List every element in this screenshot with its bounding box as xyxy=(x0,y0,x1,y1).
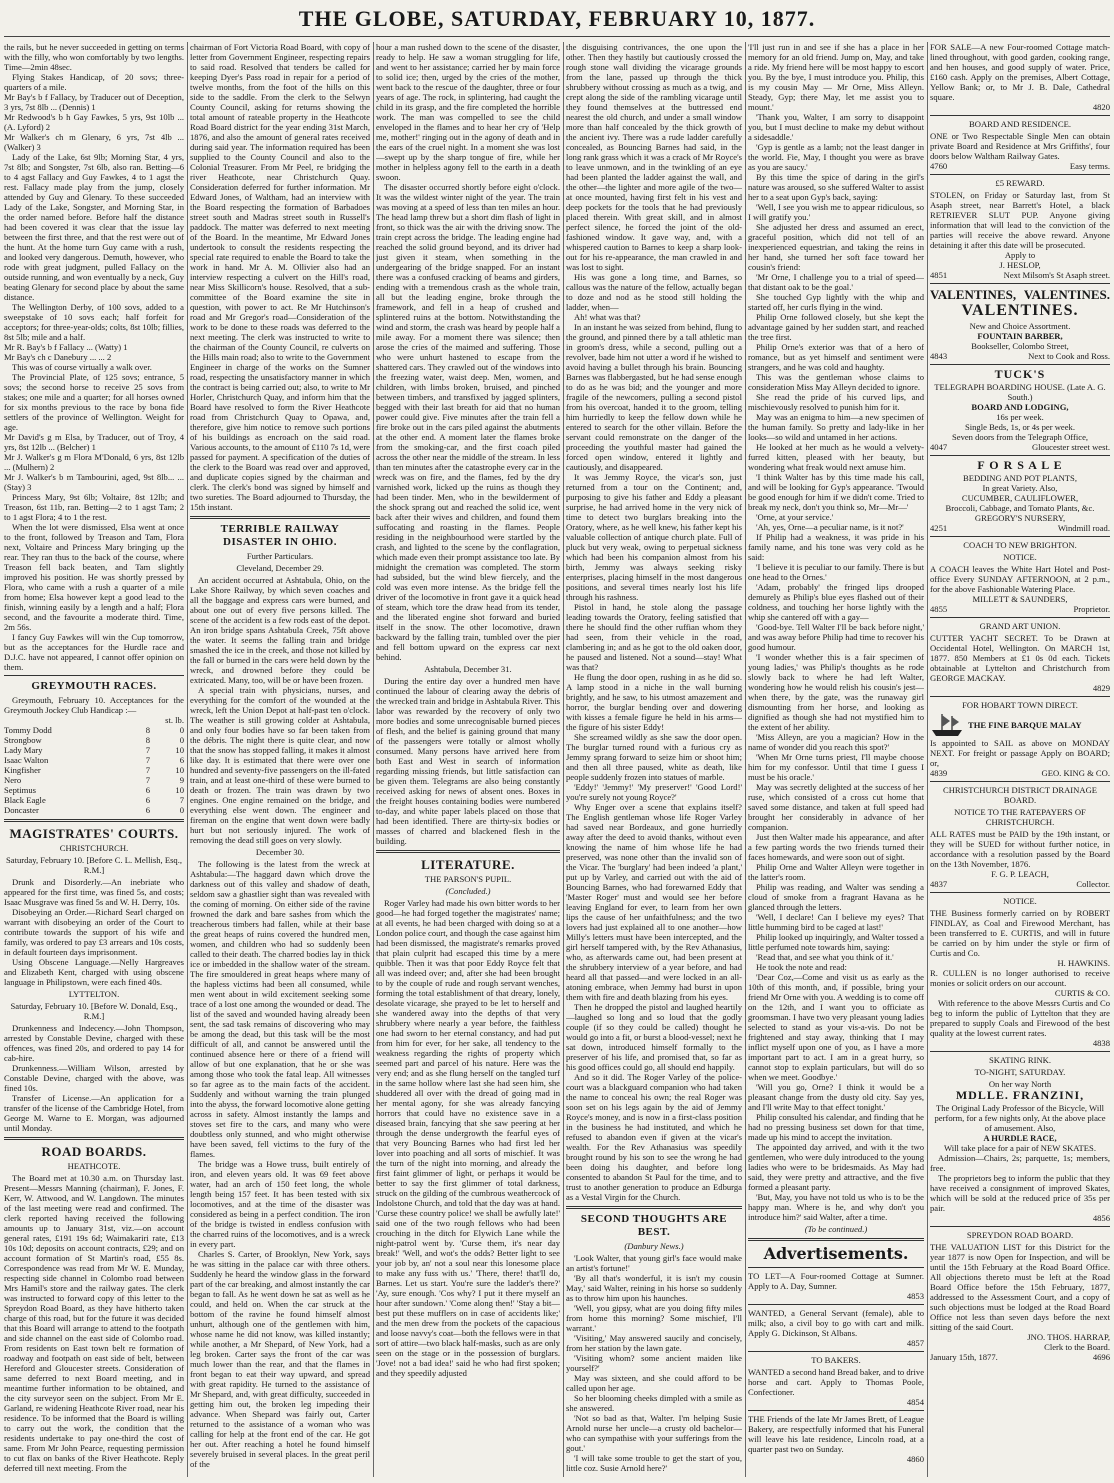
story-title: SECOND THOUGHTS ARE BEST. xyxy=(580,1213,728,1238)
classified-ad: Is appointed to SAIL as above on MONDAY NEXT. For freight or passage Apply on BOARD; or, xyxy=(930,737,1110,768)
court-item: Drunkenness.—William Wilson, arrested by Constable Devine, charged with the above, was fined 10s. xyxy=(4,1062,184,1093)
divider xyxy=(566,1206,742,1209)
column-divider xyxy=(373,42,374,1477)
ad-number: 4837 xyxy=(930,878,948,889)
story-text: May was sixteen, and she could afford to be called upon her age. xyxy=(566,1372,742,1393)
dateline: December 30. xyxy=(255,846,305,857)
divider xyxy=(748,1267,924,1268)
advertisements-heading: Advertisements. xyxy=(763,1244,909,1263)
column-4 xyxy=(566,42,742,1477)
ad-note: Clerk to the Board. xyxy=(1044,1341,1110,1352)
story-text: 'Adam, probably' the fringed lips drooped demurely as Philip's blue eyes flashed out of their coldness, and touching her horse lightly with the whip she cantered off with a gay— xyxy=(748,582,924,622)
story-text: If Philip had a weakness, it was pride in his family name, and his tone was very cold as he said: xyxy=(748,532,924,562)
table-row: Isaac Walton 7 6 xyxy=(4,754,184,765)
classified-ad: R. CULLEN is no longer authorised to receive monies or solicit orders on our account. xyxy=(930,967,1110,988)
article-paragraph: The bridge was a Howe truss, built entirely of iron, and eleven years old. It was 69 feet above water, had an arch of 150 feet long, the whole length being 157 feet. It has been tested with six locomotives, and at the time of the disaster was considered as being in a perfect condition. The iron of the bridge is twisted in endless confusion with the charred ruins of the locomotives, and is a wreck in every part. xyxy=(190,1158,370,1249)
ad-address: Windmill road. xyxy=(1057,522,1110,533)
article-paragraph: The following is the latest from the wreck at Ashtabula:—The haggard dawn which drove the darkness out of this valley and shadow of death, seldom saw a ghastlier sight than was revealed with the coming of morning. On either side of the ravine frowned the dark and bare sashes from which the treacherous timbers had fallen, while at their base the great heaps of ruins covered the hundred men, women, and children who had so suddenly been called to their death. The charred bodies lay in thick ice or imbedded in the shallow water of the stream. The fire smouldered in great heaps where many of the hapless victims had been all consumed, while men went about in wild excitement seeking some trace of a lost one among the wounded or dead. The list of the saved and wounded having already been sent, the sad task remains of discovering who may be among the dead, but this task will be the most difficult of all, and cannot be answered until the continued absence here or there of a friend will allow of but one explanation, that he or she was among those who took the fatal leap. All witnesses so far agree as to the main facts of the accident. Suddenly and without warning the train plunged into the abyss, the forward locomotive alone getting across in safety. Almost instantly the lamps and stoves set fire to the cars, and many who were doubtless only stunned, and who might otherwise have been saved, fell victims to the fury of the flames. xyxy=(190,858,370,1159)
ad-number: 4851 xyxy=(930,270,948,280)
column-1 xyxy=(4,42,184,1477)
dateline: Cleveland, December 29. xyxy=(236,562,324,573)
ad-signature: MILLETT & SAUNDERS, xyxy=(972,593,1068,604)
ship-icon xyxy=(930,712,964,738)
ad-line: CUCUMBER, CAULIFLOWER, xyxy=(961,492,1079,503)
ad-signature: GEO. KING & CO. xyxy=(1041,767,1110,778)
ad-footer xyxy=(930,879,1110,889)
ship-name: THE FINE BARQUE MALAY xyxy=(968,719,1082,730)
classified-ad: A COACH leaves the White Hart Hotel and Post-office Every SUNDAY AFTERNOON, at 2 p.m., for the above Fashionable Watering Place. xyxy=(930,563,1110,594)
divider xyxy=(930,283,1110,284)
ad-number: 4696 xyxy=(1092,1351,1110,1362)
ad-heading: NOTICE TO THE RATEPAYERS OF CHRISTCHURCH. xyxy=(954,806,1086,827)
classified-ad: ALL RATES must be PAID by the 19th instant, or they will be SUED for without further notice, in accordance with a resolution passed by the Board on the 13th November, 1876. xyxy=(930,828,1110,869)
divider xyxy=(190,516,370,519)
classified-ad: FOR SALE—A new Four-roomed Cottage match-lined throughout, with good garden, cooking range, and hen houses, and good supply of water. Price, £160 cash. Apply on the premises, Albert Cottage, Yellow Bank; or, to Mr J. B. Dale, Cathedral square. xyxy=(930,42,1110,102)
story-text: 'I'll just run in and see if she has a place in her memory for an old friend. Jump on, May, and take a ride. My friend here will be most happy to escort you. By the bye, I must introduce you. Philip, this is my cousin May — Mr Orne, Miss Alleyn. Steady, Gyp; there May, let me assist you to mount.' xyxy=(748,42,924,112)
story-text: In an instant he was seized from behind, flung to the ground, and pinned there by a tall athletic man in groom's dress, while a second, pulling out a revolver, bade him not utter a word if he wished to avoid having a bullet through his brain. Bouncing Barnes was flabbergasted, but he had sense enough to do as he was bid; and the younger and more fragile of the newcomers, pulling a second pistol from his overcoat, handed it to the groom, telling him hurriedly to keep the fellow down while he entered to search for the other villain. Before the servant could remonstrate on the danger of the proceeding the youthful master had gained the forced open window, entered it lightly and cautiously, and disappeared. xyxy=(566,322,742,472)
story-text: 'Orne, at your service.' xyxy=(756,512,834,522)
result-line: Mr J. Walker's g m Flora M'Donald, 6 yrs, 8st 12lb ... (Mulhern) 2 xyxy=(4,452,184,472)
story-text: the disguising contrivances, the one upon the other. Then they hastily but cautiously crossed the rough stone wall dividing the vicarage grounds from the lane, passed up through the thick shrubbery without crossing as much as a twig, and crept along the side of the rambling vicarage until they found themselves at the buttressed end nearest the old church, and under a small window more than half concealed by the thick growth of the ancient ivy. There was a rude ladder carefully concealed, as Bouncing Barnes had said, in the long rank grass which it was a crack of Mr Royce's to leave unmown, and in the twinkling of an eye had been planted the ladder against the wall, and the other—the lighter and more agile of the two—at once mounted, having first felt in his vest and deep pockets for the tools that he had previously placed therein. With great skill, and in almost perfect silence, he forced the joint of the old-fashioned window. It gave way, and, with a whispered caution to Barnes to keep a sharp look-out for his re-appearance, the man crawled in and was lost to sight. xyxy=(566,42,742,272)
ad-number: 4856 xyxy=(1092,1212,1110,1223)
divider xyxy=(748,1304,924,1305)
article-paragraph: During the entire day over a hundred men have continued the labour of clearing away the debris of the wrecked train and bridge in Ashtabula River. This labor was rewarded by the recovery of only two more bodies and some unrecognisable burned pieces of flesh, and the belief is gaining ground that many of the passengers were totally or almost wholly consumed. Many persons have arrived here from both East and West in search of information regarding missing friends, but little satisfaction can be given them. Telegrams are also being constantly received asking for news of absent ones. Boxes in the freight houses containing bodies were numbered to-day, and white paper labels placed on those that had been identified. There are thirty-six bodies or masses of charred and blackened flesh in the building. xyxy=(376,676,560,846)
story-text: He flung the door open, rushing in as he did so. A lamp stood in a niche in the wall burning brightly, and he saw, to his utmost amazement and horror, the burglar bending over and dowering with kisses a female figure he held in his arms—the figure of his sister Eddy! xyxy=(566,672,742,732)
divider xyxy=(930,781,1110,782)
table-row: Kingfisher 7 10 xyxy=(4,764,184,775)
ad-signature: J. HESLOP, xyxy=(999,260,1041,270)
classified-ad: TO LET—A Four-roomed Cottage at Sumner. Apply to A. Day, Sumner. xyxy=(748,1270,924,1291)
ad-number: 4251 xyxy=(930,522,948,533)
story-text: 'Read that, and see what you think of it.' xyxy=(756,952,894,962)
ad-address: Next Milsom's St Asaph street. xyxy=(1003,270,1110,280)
article-paragraph: The disaster occurred shortly before eight o'clock. It was the wildest winter night of the year. The train was moving at a speed of less than ten miles an hour. The head lamp threw but a short dim flash of light in front, so thick was the air with the driving snow. The train crept across the bridge. The leading engine had reached the solid ground beyond, and its driver had just given it steam, when something in the undergearing of the bridge snapped. For an instant there was a confused cracking of beams and girders, ending with a tremendous crash as the whole train, all but the leading engine, broke through the framework, and fell in a heap of crushed and splintered ruins at the bottom. Notwithstanding the wind and storm, the crash was heard by people half a mile away. For a moment there was silence; then arose the cries of the maimed and suffering. Those who were unhurt hastened to escape from the shattered cars. They crawled out of the windows into the freezing water, waist deep. Men, women, and children, with limbs broken, bruised, and pinched between timbers, and transfixed by jagged splinters, begged with their last breath for aid that no human power could give. Five minutes after the train fell a fire broke out in the cars piled against the abutments at the other end. A moment later the flames broke from the smoking-car, and the first coach piled across the other near the middle of the stream. In less than ten minutes after the catastrophe every car in the wreck was on fire, and the flames, fed by the dry varnished work, licked up the ruins as though they had been tinder. Men, who in the bewilderment of the shock sprang out and reached the solid ice, went back after their wives and children, and found them suffocating and roasting in the flames. People residing in the neighbourhood were startled by the crash, and lighted to the scene by the conflagration, which made even their prompt assistance too late. By midnight the cremation was completed. The storm had subsided, but the wind blew fiercely, and the cold was even more intense. As the bridge fell the driver of the locomotive in front gave it a quick head of steam, which tore the draw head from its tender, and the liberated engine shot forward and buried itself in the snow. The other locomotive, drawn backward by the falling train, tumbled over the pier and fell bottom upward on the express car next behind. xyxy=(376,182,560,662)
story-text: 'By all that's wonderful, it is isn't my cousin May,' said Walter, reining in his horse so suddenly as to throw him upon his haunches. xyxy=(566,1272,742,1303)
column-2 xyxy=(190,42,370,1477)
story-text: 'Good-bye. Tell Walter I'll be back before night,' and was away before Philip had time to recover his good humour. xyxy=(748,622,924,652)
race-report-intro: the rails, but he never succeeded in getting on terms with the filly, who won comfortably by two lengths. Time—2min 48sec. xyxy=(4,42,184,72)
divider xyxy=(930,536,1110,537)
ad-number: 4047 xyxy=(930,441,948,452)
story-text: 'I think Walter has by this time made his call, and will be looking for Gyp's appearance. 'Twould be good enough for him if we didn't come. Tried to break my neck, don't you think so, Mr—Mr—' xyxy=(748,472,924,512)
plate-body: Princess Mary, 9st 6lb; Voltaire, 8st 12lb; and Treason, 6st 11b, ran. Betting—2 to 1 agst Tam; 2 to 1 agst Flora; 4 to 1 the rest. xyxy=(4,492,184,522)
ad-line: In great Variety. Also, xyxy=(982,482,1058,493)
court-date: Saturday, February 10. [Before W. Donald, Esq., R.M.] xyxy=(10,1000,178,1021)
ad-footer xyxy=(930,1352,1110,1362)
story-text: Philip Orne's exterior was that of a hero of romance, but as yet himself and sentiment were strangers, and he was cold and haughty. xyxy=(748,342,924,372)
story-text: Philip Orne and Walter Alleyn were together in the latter's room. xyxy=(748,862,924,882)
ad-heading: TO BAKERS. xyxy=(811,1354,861,1365)
wellington-derby: The Wellington Derby, of 100 sovs, added to a sweepstake of 10 sovs each; half forfeit for acceptors; for three-year-olds; colts, 8st 10lb; fillies, 8st 5lb; mile and a half. xyxy=(4,302,184,342)
ad-line: On her way North xyxy=(988,1078,1052,1089)
story-text: 'Miss Alleyn, are you a magician? How in the name of wonder did you reach this spot?' xyxy=(748,732,924,752)
result-line: Mr Redwood's b h Gay Fawkes, 5 yrs, 9st 10lb ... (A. Lyford) 2 xyxy=(4,112,184,132)
story-text: Philip Orne followed closely, but she kept the advantage gained by her sudden start, and reached the tree first. xyxy=(748,312,924,342)
divider xyxy=(930,1226,1110,1227)
story-text: Pistol in hand, he stole along the passage leading towards the Oratory, feeling satisfied that there he should find the other ruffian whom they had seen, from their vehicle in the road, clambering in; and as he got to the old oaken door, he paused and listened. Not a sound—stay! What was that? xyxy=(566,602,742,672)
ad-signature: F. G. P. LEACH, xyxy=(991,868,1049,879)
table-header: st. lb. xyxy=(165,714,184,725)
story-text: Ah! what was that? xyxy=(574,312,641,322)
ad-heading: COACH TO NEW BRIGHTON. xyxy=(963,539,1077,550)
ad-signature: CURTIS & CO. xyxy=(1054,987,1110,998)
story-text: 'Mr Orne, I challenge you to a trial of speed—that distant oak to be the goal.' xyxy=(748,272,924,292)
divider xyxy=(930,1051,1110,1052)
story-text: 'Visiting whom? some ancient maiden like yourself?' xyxy=(566,1352,742,1373)
road-board-report: The Board met at 10.30 a.m. on Thursday last. Present—Messrs Manning (chairman), F. Jones, F. Kerr, W. Attwood, and W. Langdown. The minutes of the last meeting were read and confirmed. The clerk reported having received the following amounts up to January 31st, viz.—on account general rates, £191 19s 6d; Waimakariri rate, £13 10s 10d; deposits on account contracts, £29; and on account formation of St Martin's road, £55 8s. Correspondence was read from Mr W. E. Munday, respecting side channel in Colombo road between Mrs Hamil's store and the railway gates. The clerk was instructed to forward copy of this letter to the Spreydon Road Board, as they have hitherto taken charge of this road, but for the future it was decided that this Board will arrange to attend to the footpath and side channel on the east side of Colombo road. From residents on East town belt re formation of roadway and footpath on east side of belt, between Hereford and Gloucester streets. Consideration of same deferred to next Board meeting, and in meantime further information to be obtained, and the city surveyor seen on the subject. From Mr E. Garland, re widening Heathcote River road, near his residence. To be informed that the Board is willing to carry out the work, the condition that the residents undertake to pay one-third the cost of same. From Mr John Pearce, requesting permission to cut flax on banks of the River Heathcote. Reply deferred till next meeting. From the xyxy=(4,1173,184,1474)
column-5 xyxy=(748,42,924,1477)
ad-address: Gloucester street west. xyxy=(1031,441,1110,452)
ad-line: FOUNTAIN BARBER, xyxy=(977,330,1063,341)
story-source: (Danbury News.) xyxy=(624,1240,684,1251)
ad-footer xyxy=(930,442,1110,452)
section-heading: GREYMOUTH RACES. xyxy=(31,680,157,692)
ad-heading: GRAND ART UNION. xyxy=(979,620,1061,631)
ad-number: 4853 xyxy=(906,1290,924,1301)
court-item: Drunk and Disorderly.—An inebriate who appeared for the first time, was fined 5s, and costs; Isaac Musgrave was fined 5s and W. H. Derry, 10s. xyxy=(4,876,184,907)
story-text: 'Thank you, Walter, I am sorry to disappoint you, but I must decline to make my debut without a sidesaddle.' xyxy=(748,112,924,142)
column-6 xyxy=(930,42,1110,1477)
divider xyxy=(930,617,1110,618)
table-row: Black Eagle 6 7 xyxy=(4,794,184,805)
table-row: Septimus 6 10 xyxy=(4,784,184,795)
ad-number: 4855 xyxy=(930,603,948,614)
ad-number: 4854 xyxy=(906,1396,924,1407)
result-line: Mr Walker's ch m Glenary, 6 yrs, 7st 4lb ... (Walker) 3 xyxy=(4,132,184,152)
masthead: THE GLOBE, SATURDAY, FEBRUARY 10, 1877. xyxy=(298,6,816,31)
provincial-plate: The Provincial Plate, of 125 sovs; entrance, 5 sovs; the second horse to receive 25 sovs from stakes; one mile and a quarter; for all horses owned for six months previous to the race by bona fide settlers of the province of Wellington. Weight for age. xyxy=(4,372,184,432)
table-row: Tommy Dodd 8 0 xyxy=(4,724,184,735)
court-item: Transfer of License.—An application for a transfer of the license of the Cambridge Hotel, from George M. Warne to E. Morgan, was adjourned until Monday. xyxy=(4,1092,184,1133)
court-item: Using Obscene Language.—Nelly Hargreaves and Elizabeth Kent, charged with using obscene language in Philipstown, were each fined 40s. xyxy=(4,956,184,987)
story-text: 'But, May, you have not told us who is to be the happy man. Where is he, and why don't you introduce him?' said Walter, after a time. xyxy=(748,1192,924,1222)
road-board-continued: chairman of Fort Victoria Road Board, with copy of letter from Government Engineer, respecting repairs to said road. Resolved that tenders be called for keeping Dyer's Pass road in repair for a period of twelve months, from the foot of the hills on this side to the saddle. From the clerk to the Selwyn County Council, asking for returns showing the total amount of rateable property in the Heathcote Road Board district for the year ending 31st March, 1876, and also the amount of general rates received during said year. The information required has been supplied to the County Council and also to the Colonial Treasurer. From Mr Peel, re bridging the river Heathcote, near Christchurch Quay. Consideration deferred for further information. Mr Edward Jones, of Waltham, had an interview with the Board respecting the formation of Barbadoes street south and Madras street south in Russell's paddock. The matter was deferred to next meeting of the Board. In the meantime, Mr Edward Jones undertook to consult the residents respecting the special rate required to enable the Board to take the work in hand. Mr A. M. Ollivier also had an interview respecting a culvert on the Hill's road, near Miss Skillicorn's house. Resolved, that a sub-committee of the Board examine the site in question, with power to act. Re Mr Hutchinson's road and Mr Gregor's road—Consideration of the work to be done to these roads was deferred to the next meeting. The clerk was instructed to write to the chairman of the County Council, re culverts on the Hills main road; also to write to the Government Engineer in charge of the works on the Sumner road, respecting the unsatisfactory manner in which the contract is being carried out; also, to write to Mr Horler, Christchurch Quay, and inform him that the Board have resolved to form the River Heathcote road from Christchurch Quay to Opawa, and, therefore, give him notice to remove such portions of his buildings as encroach on the said road. Various accounts, to the amount of £110 7s 1d, were passed for payment. A specification of the duties of the clerk to the Board was read over and approved, and duplicate copies signed by the chairman and clerk. The clerk's bond was signed by himself and two sureties. The Board adjourned to Thursday, the 15th instant. xyxy=(190,42,370,512)
story-text: 'Dear Coz,—Come and visit us as early as the 10th of this month, and, if possible, bring your friend Mr Orne with you. A wedding is to come off on the 12th, and I want you to officiate as groomsman. I have two very pleasant young ladies selected to stand as your vis-a-vis. Do not be frightened and stay away, thinking that I may inflict myself upon one of you, as I have a more important part to act. I am in a great hurry, so cannot stop to explain particulars, but will do so when we meet. Goodbye.' xyxy=(748,972,924,1082)
divider xyxy=(376,850,560,853)
classified-ad: THE Business formerly carried on by ROBERT FINDLAY, as Coal and Firewood Merchant, has been transferred to E. CURTIS, and will in future be carried on by him under the style or firm of Curtis and Co. xyxy=(930,907,1110,958)
divider xyxy=(930,364,1110,365)
ad-line: Seven doors from the Telegraph Office, xyxy=(951,431,1089,442)
article-paragraph: hour a man rushed down to the scene of the disaster, ready to help. He saw a woman struggling for life, and went to her assistance; carried her by main force to solid ice; then, urged by the cries of the mother, went back to the rescue of the daughter, three or four years of age. The rock, in splintering, had caught the child in its grasp, and the fire completed the horrible work. The man was compelled to see the child enveloped in the flames and to hear her cry of 'Help me, mother!' ringing out in the agony of death and in the ears of the cruel night. In a moment she was lost—swept up by the sharp tongue of fire, while her mother in helpless agony fell to the earth in a death swoon. xyxy=(376,42,560,182)
classified-ad: CUTTER YACHT SECRET. To be Drawn at Occidental Hotel, Wellington. On MARCH 1st, 1877. 850 Members at £1 0s 0d each. Tickets obtainable at Lyttelton and Christchurch from GEORGE MACKAY. xyxy=(930,632,1110,683)
article-paragraph: A special train with physicians, nurses, and everything for the comfort of the wounded at the wreck, left the Union Depot at half-past ten o'clock. The weather is still growing colder at Ashtabula, and only four bodies have so far been taken from the débris. The night there is quite clear, and now that the snow has stopped falling, it makes it almost like day. It is estimated that there were over one hundred and seventy-five passengers on the ill-fated train, and at least one-third of these were burned to death or frozen. The train was drawn by two engines. One engine remained on the bridge, and everything else went down. The engineer and fireman on the engine that went down were badly hurt but not seriously injured. The work of removing the dead still goes on very slowly. xyxy=(190,684,370,845)
subheading: HEATHCOTE. xyxy=(67,1161,121,1172)
ad-line: New and Choice Assortment. xyxy=(969,320,1071,331)
classified-ad: THE Friends of the late Mr James Brett, of League Bakery, are respectfully informed that his Funeral will leave his late residence, Lincoln road, at a quarter past two on Sunday. xyxy=(748,1413,924,1454)
story-text: May was secretly delighted at the success of her ruse, which consisted of a cross cut home that saved some distance, and taken at full speed had brought her considerably in advance of her companion. xyxy=(748,782,924,832)
story-note: (To be continued.) xyxy=(804,1224,868,1234)
classified-ad: STOLEN, on Friday or Saturday last, from St Asaph street, near Barrett's Hotel, a black RETRIEVER SLUT PUP. Anyone giving information that will lead to the conviction of the parties will receive the above reward. Anyone detaining it after this date will be prosecuted. xyxy=(930,190,1110,250)
divider xyxy=(748,1351,924,1352)
section-heading: ROAD BOARDS. xyxy=(41,1143,147,1159)
section-heading: MAGISTRATES' COURTS. xyxy=(9,825,179,841)
classified-ad: THE VALUATION LIST for this District for the year 1877 is now Open for Inspection, and will be until the 15th February at the Road Board Office. All objections thereto must be left at the Road Board Office before the 15th February, 1877, addressed to the Assessment Court, and a copy of such objections must be lodged at the Road Board Office not less than seven days before the next sitting of the said Court. xyxy=(930,1241,1110,1332)
ad-footer xyxy=(930,604,1110,614)
ad-heading: £5 REWARD. xyxy=(995,178,1045,188)
ad-heading: SPREYDON ROAD BOARD. xyxy=(966,1229,1074,1240)
ad-line: A HURDLE RACE, xyxy=(983,1132,1057,1143)
story-text: This was the gentleman whose claims to consideration Miss May Alleyn decided to ignore. xyxy=(748,372,924,392)
story-text: 'Well, I see you wish me to appear ridiculous, so I will gratify you.' xyxy=(748,202,924,222)
flying-body: Lady of the Lake, 6st 9lb; Morning Star, 4 yrs, 7st 8lb; and Songster, 7st 6lb, also ran. Betting—6 to 4 agst Fallacy and Guy Fawkes, 4 to 1 agst the rest. Fallacy made play from the jump, closely attended by Guy and Glenary. To these succeeded Lady of the Lake, Songster, and Morning Star, in the order named before. Before half the distance had been covered it was clear that the issue lay between the first three, and that the rest were out of the hunt. At the home turn Guy came with a rush, and looked very dangerous. Demuth, however, who rode with great judgment, pulled Fallacy on the outside running, and won eventually by a neck, Guy beating Glenary for second place by about the same distance. xyxy=(4,152,184,302)
ad-number: 4843 xyxy=(930,350,948,361)
classified-ad: ONE or Two Respectable Single Men can obtain private Board and Residence at Mrs Griffiths', four doors below Waltham Railway Gates. xyxy=(930,131,1110,161)
masthead-rule xyxy=(4,36,1110,37)
story-text: Philip consulted his calendar, and finding that he had no pressing business set down for that time, made up his mind to accept the invitation. xyxy=(748,1112,924,1142)
story-text: The appointed day arrived, and with it the two gentlemen, who were duly introduced to the young ladies who were to be bridesmaids. As May had said, they were pretty and attractive, and the five formed a pleasant party. xyxy=(748,1142,924,1192)
story-text: Philip was reading, and Walter was sending a cloud of smoke from a fragrant Havana as he glanced through the letters. xyxy=(748,882,924,912)
divider xyxy=(930,892,1110,893)
story-text: 'Eddy!' 'Jemmy!' 'My preserver!' 'Good Lord!' you're surely not young Royce?' xyxy=(566,782,742,802)
column-divider xyxy=(745,42,746,1477)
section-heading: TERRIBLE RAILWAY DISASTER IN OHIO. xyxy=(220,523,340,548)
classified-ad: TELEGRAPH BOARDING HOUSE. (Late A. G. South.) xyxy=(934,381,1106,402)
story-text: He took the note and read: xyxy=(756,962,847,972)
ad-heading: CHRISTCHURCH DISTRICT DRAINAGE BOARD. xyxy=(942,784,1098,805)
classified-ad: With reference to the above Messrs Curtis and Co beg to inform the public of Lyttelton that they are prepared to supply Coals and Firewood of the best quality at the lowest current rates. xyxy=(930,997,1110,1038)
ad-signature: H. HAWKINS. xyxy=(1057,957,1110,968)
ad-heading: FOR HOBART TOWN DIRECT. xyxy=(962,699,1078,710)
ad-heading: NOTICE. xyxy=(1003,551,1037,562)
subheading: CHRISTCHURCH. xyxy=(59,842,129,853)
article-paragraph: An accident occurred at Ashtabula, Ohio, on the Lake Shore Railway, by which seven coaches and all the baggage and express cars were burned, and about one out of every five persons killed. The scene of the accident is a few rods east of the depot. An iron bridge spans Ashtabula Creek, 75ft above the water. It seems the falling train and bridge smashed the ice in the creek, and those not killed by the fall or burned in the cars were held down by the wreck, and drowned before they could be extricated. Many, too, will be or have been frozen. xyxy=(190,574,370,685)
ad-address: Next to Cook and Ross. xyxy=(1028,350,1110,361)
story-text: 'Ah, yes, Orne—a peculiar name, is it not?' xyxy=(756,522,904,532)
dateline: Ashtabula, December 31. xyxy=(424,664,512,674)
result-line: Mr J. Walker's b m Tambourini, aged, 9st 8lb... ... (Stay) 3 xyxy=(4,472,184,492)
divider xyxy=(930,115,1110,116)
court-item: Disobeying an Order.—Richard Searl charged on warrant with disobeying an order of the Court to contribute towards the support of his wife and family, was ordered to pay £3 arrears and 10s costs, in default fourteen days imprisonment. xyxy=(4,906,184,957)
ad-note: Easy terms. xyxy=(1069,161,1110,171)
story-text: 'I wonder whether this is a fair specimen of young ladies,' was Philip's thoughts as he rode slowly back to where he had left Walter, wondering how he would relish his cousin's jest—when there, by the gate, was the runaway girl dismounting from her horse, and looking as dignified as though she had not mystified him to the extent of her ability. xyxy=(748,652,924,732)
story-text: Why Enger over a scene that explains itself? The English gentleman whose life Roger Varley had saved near Bordeaux, and gone hurriedly away after the deed to avoid thanks, without even knowing the name of him whose life he had preserved, was none other than the invalid son of the Vicar. The 'burglary' had been indeed 'a plant,' put up by Varley, and carried out with the aid of Bouncing Barnes, who had forewarned Eddy that 'Master Roger' must and would see her before leaving England for ever, to learn from her own lips the cause of her unfaithfulness; and the two lovers had just explained all to one another—how Milly's letters must have been intercepted, and the girl herself tampered with, by the Rev Athanasius, who, as afterwards came out, had been present at the shrubbery interview of a year before, and had heard all that passed—and were locked in an all-atoning embrace, when Jemmy had burst in upon them with fire and death blazing from his eyes. xyxy=(566,802,742,1002)
story-text: By this time the spice of daring in the girl's nature was aroused, so she suffered Walter to assist her to a seat upon Gyp's back, saying: xyxy=(748,172,924,202)
divider xyxy=(748,1238,924,1241)
column-divider xyxy=(927,42,928,1477)
story-text: Just then Walter made his appearance, and after a few parting words the two friends turned their faces homewards, and were soon out of sight. xyxy=(748,832,924,862)
divider xyxy=(930,696,1110,697)
ad-line: Will take place for a pair of NEW SKATES. xyxy=(944,1142,1096,1153)
ad-heading: SKATING RINK. xyxy=(988,1054,1052,1065)
ad-date: January 15th, 1877. xyxy=(930,1351,998,1362)
ad-line: GREGORY'S NURSERY, xyxy=(974,512,1066,523)
subheading: Further Particulars. xyxy=(246,550,314,561)
acceptances-table xyxy=(4,715,184,815)
story-text: 'Gyp is gentle as a lamb; not the least danger in the world. Fie, May, I thought you were as brave as you are saucy.' xyxy=(748,142,924,172)
ad-line: Apply to xyxy=(1004,250,1036,260)
story-text: He looked at her much as he would a velvety-furred kitten, pleased with her beauty, but wondering what freak would next amuse him. xyxy=(748,442,924,472)
story-note: (Concluded.) xyxy=(445,886,491,897)
subheading: LYTTELTON. xyxy=(68,988,120,999)
ad-line: Single Beds, 1s, or 4s per week. xyxy=(964,421,1076,432)
ad-note: Proprietor. xyxy=(1073,603,1110,614)
classified-ad: The Original Lady Professor of the Bicycle, Will perform, for a few nights only, At the above place of amusement. Also, xyxy=(934,1102,1106,1133)
ad-line: BOARD AND LODGING, xyxy=(971,401,1069,412)
ad-footer xyxy=(930,351,1110,361)
ad-heading: NOTICE. xyxy=(1003,895,1037,906)
ad-footer xyxy=(930,270,1110,280)
ad-line: Bookseller, Colombo Street, xyxy=(971,340,1069,351)
ad-number: 4820 xyxy=(1092,102,1110,112)
greymouth-intro: Greymouth, February 10. Acceptances for the Greymouth Jockey Club Handicap :— xyxy=(4,694,184,715)
story-text: Then he dropped the pistol and laughed heartily—laughed so long and so loud that the godly couple (if so they could be called) thought he would go into a fit, or burst a blood-vessel; next he sat down, introduced himself formally to the preserver of his life, and promised that, so far as his good offices could go, all should end happily. xyxy=(566,1002,742,1072)
plate-body: I fancy Guy Fawkes will win the Cup tomorrow, but as the acceptances for the Hurdle race and D.J.C. have not appeared, I cannot offer opinion on them. xyxy=(4,632,184,672)
ad-heading: BOARD AND RESIDENCE. xyxy=(969,119,1071,129)
story-text: She touched Gyp lightly with the whip and started off, her curls flying in the wind. xyxy=(748,292,924,312)
ad-heading: TO-NIGHT, SATURDAY. xyxy=(974,1066,1066,1077)
column-divider xyxy=(563,42,564,1477)
story-text: His was gone a long time, and Barnes, so callous was the nature of the fellow, actually began to doze and nod as he stood still holding the ladder, when— xyxy=(566,272,742,312)
ad-line: BEDDING AND POT PLANTS, xyxy=(963,472,1077,483)
story-text: 'When Mr Orne turns priest, I'll maybe choose him for my confessor. Until that time I guess I must be his oracle.' xyxy=(748,752,924,782)
classified-ad: WANTED a second hand Bread baker, and to drive horse and cart. Apply to Thomas Poole, Confectioner. xyxy=(748,1366,924,1397)
banner-text: VALENTINES. xyxy=(1023,287,1110,302)
story-text: 'Will you go, Orne? I think it would be a pleasant change from the dusty old city. Say yes, and I'll write May to that effect tonight.' xyxy=(748,1082,924,1112)
story-text: She screamed wildly as she saw the door open. The burglar turned round with a furious cry as Jemmy sprang forward to seize him or shoot him; and then all three paused, white as death, like people suddenly frozen into statues of marble. xyxy=(566,732,742,782)
result-line: Mr David's g m Elsa, by Traducer, out of Troy, 4 yrs, 8st 12lb ... (Belcher) 1 xyxy=(4,432,184,452)
table-row: Lady Mary 7 10 xyxy=(4,744,184,755)
ad-banner: VALENTINES. xyxy=(961,302,1079,320)
plate-body: When the lot were dismissed, Elsa went at once to the front, followed by Treason and Tam, Flora next, Voltaire and Princess Mary bringing up the rear. They ran thus to the back of the course, where Treason fell back beaten, and Tam slightly improved his position. He was shortly pressed by Flora, who came with a rush a quarter of a mile from home; Elsa however kept a good lead to the finish, winning easily by a length and a half; Flora second, and the favourite a moderate third. Time, 2m 56s. xyxy=(4,522,184,632)
ad-number: 4860 xyxy=(906,1453,924,1464)
divider xyxy=(748,1410,924,1411)
table-row: Doncaster 6 0 xyxy=(4,804,184,815)
table-row: Nero 7 9 xyxy=(4,774,184,785)
story-text: 'Well, you gipsy, what are you doing fifty miles from home this morning? Some mischief, I'll warrant.' xyxy=(566,1302,742,1333)
ad-footer xyxy=(930,523,1110,533)
ad-number: 4839 xyxy=(930,767,948,778)
derby-body: This was of course virtually a walk over. xyxy=(12,362,152,372)
classified-ad: Admission—Chairs, 2s; parquette, 1s; members, free. xyxy=(930,1152,1110,1173)
result-line: Mr Bay's ch c Danebury ... ... 2 xyxy=(4,352,112,362)
ad-footer xyxy=(930,768,1110,778)
story-text: 'Not so bad as that, Walter. I'm helping Susie Arnold nurse her uncle—a crusty old bachelor—who can sympathise with your sufferings from the gout.' xyxy=(566,1412,742,1453)
ad-signature: JNO. THOS. HARRAP, xyxy=(1027,1331,1110,1342)
ad-banner: MDLLE. FRANZINI, xyxy=(955,1087,1085,1102)
divider xyxy=(930,455,1110,456)
story-title: THE PARSON'S PUPIL. xyxy=(424,874,512,885)
story-text: 'Look Walter, that young girl's face would make an artist's fortune!' xyxy=(566,1252,742,1273)
story-text: It was Jemmy Royce, the vicar's son, just returned from a tour on the Continent; and, purposing to give his father and Eddy a pleasant surprise, he had arrived home in the very nick of time to detect two burglars breaking into the Oratory, where, as he well knew, his father kept his valuable collection of antique church plate. Full of pluck but very weak, owing to perpetual sickness which had been his companion almost from his birth, Jemmy was always seeking risky enterprises, placing himself in the most dangerous positions, and several times nearly lost his life through his rashness. xyxy=(566,472,742,602)
story-text: Roger Varley had made his own bitter words to her good—he had forged together the magistrates' name; at all events, he had been charged with doing so at a London police court, and though the case against him had been dismissed, the magistrate's remarks proved that plain culprit had escaped this time by a mere quibble. Then it was that poor Eddy Royce felt that all was indeed over; and, after she had been brought to by the couple of rude and rough servant wenches, forming the total establishment of that dreary, lonely, desolate vicarage, she prayed to be let to herself and she wandered away into the depths of that very shrubbery where nearly a year before, the faithless one had sworn to her eternal constancy, and had put from him for ever, for her sake, all tendency to the weakness regarding the rights of property which seemed part and parcel of his nature. Here was the very end; and as she flung herself on the tangled turf in the same hollow where last she had seen him, she shuddered all over with the dread of going mad in her mental agony, for she was already fancying horrors that could have no existence save in a diseased brain, fancying that she saw peering at her through the dense undergrowth the fearful eyes of that very Bouncing Barnes who had first led her lover into poaching and all sorts of mischief. It was the turn of the night into morning, and already the first faint glimmer of light, or perhaps it would be better to say the first glimmer of total darkness, struck on the gilding of the cumbrous weathercock of Indolstone Church, and told that the day was at hand. 'Curse these country police! we shall be awfully late!' said one of the two rough fellows who had been crouching in the ditch for Elywich Lane while the night-patrol went by. 'Curse them, it's near day break!' 'Well, and wot's the odds? Better light to see your job by, an' not a soul near this lonesome place to make any fuss with us.' 'There, there! that'll do, Barnes. Let us start. You're sure the ladder's there?' 'Ay, sure enough. 'Cos why? I put it there myself an hour after sundown.' 'Come along then!' 'Stay a bit—best put these mufflers on in case of accidents like;' and the men drew from the pockets of the capacious and loose navvy's coat—both the fellows were in that sort of attire—two black half-masks, such as are only seen on the stage or in the possession of burglars. 'Jove! not a bad idea!' said he who had first spoken; and they speedily adjusted xyxy=(376,898,560,1379)
result-line: Mr Bay's b f Fallacy, by Traducer out of Deception, 3 yrs, 7st 8lb ... (Dennis) 1 xyxy=(4,92,184,112)
ship-ad xyxy=(930,712,1110,738)
ad-note: Collector. xyxy=(1076,878,1110,889)
divider xyxy=(4,1137,184,1140)
section-heading: LITERATURE. xyxy=(421,857,515,872)
column-3 xyxy=(376,42,560,1477)
story-text: 'Well, I declare! Can I believe my eyes? That little humming bird to be caged at last!' xyxy=(748,912,924,932)
court-item: Drunkenness and Indecency.—John Thompson, arrested by Constable Devine, charged with these offences, was fined 20s, and ordered to pay 14 for cab-hire. xyxy=(4,1022,184,1063)
ad-number: 4760 xyxy=(930,161,948,171)
story-text: She adjusted her dress and assumed an erect, graceful position, which did not tell of an inexperienced equestrian, and taking the reins in her hand, she turned her soft face toward her cousin's friend: xyxy=(748,222,924,272)
court-date: Saturday, February 10. [Before C. L. Mellish, Esq., R.M.] xyxy=(5,854,183,875)
story-text: 'Visiting,' May answered saucily and concisely, from her station by the lawn gate. xyxy=(566,1332,742,1353)
ad-line: Broccoli, Cabbage, and Tomato Plants, &c. xyxy=(945,502,1095,513)
banner-text: VALENTINES, xyxy=(930,287,1017,302)
ad-banner: F O R S A L E xyxy=(977,457,1063,472)
story-text: 'I will take some trouble to get the start of you, little coz. Susie Arnold here?' xyxy=(566,1452,742,1473)
story-text: She read the pride of his curved lips, and mischievously resolved to punish him for it. xyxy=(748,392,924,412)
classified-ad: WANTED, a General Servant (female), able to milk; also, a civil boy to go with cart and milk. Apply G. Dickinson, St Albans. xyxy=(748,1307,924,1338)
classified-ad: The proprietors beg to inform the public that they have received a consignment of improved Skates, which will be sold at the reduced price of 35s per pair. xyxy=(930,1172,1110,1213)
ad-banner xyxy=(930,287,1110,302)
divider xyxy=(4,675,184,676)
ad-number: 4857 xyxy=(906,1337,924,1348)
column-divider xyxy=(187,42,188,1477)
ad-footer xyxy=(930,161,1110,171)
divider xyxy=(930,174,1110,175)
article-paragraph: Charles S. Carter, of Brooklyn, New York, says he was sitting in the palace car with three others. Suddenly he heard the window glass in the forward part of the car breaking, and almost instantly the car began to fall. As he went down he sat as well as he could, and held on. When the car struck at the bottom of the ravine he found himself almost unhurt, although one of the gentlemen with him, whose name he did not know, was killed instantly; while another, a Mr Shepard, of New York, had a leg broken. Carter says the front of the car was much lower than the rear, and that the flames in front began to eat their way upward, and spread with great rapidity. He turned to the assistance of Mr Shepard, and, with great difficulty, succeeded in getting him out, the broken leg impeding their advance. When Shepard was fairly out, Carter returned to the assistance of a woman who was calling for help at the front end of the car. He got her out. After reaching a hotel he found himself severely bruised in several places. In the great peril of the xyxy=(190,1248,370,1469)
story-text: So her blooming cheeks dimpled with a smile as she answered. xyxy=(566,1392,742,1413)
result-line: Mr R. Bay's b f Fallacy ... (Watty) 1 xyxy=(4,342,128,352)
divider xyxy=(4,819,184,822)
story-text: Philip looked up inquiringly, and Walter tossed a little perfumed note towards him, saying: xyxy=(748,932,924,952)
story-text: May was an enigma to him—a new specimen of the human family. So pretty and lady-like in her looks—so wild and untamed in her actions. xyxy=(748,412,924,442)
story-text: And so it did. The Roger Varley of the police-court was a blackguard companion who had taken the name to conceal his own; the real Roger was soon set on his legs again by the aid of Jemmy Royce's money, and is now in a first-class position in the business he had instituted, and which he refused to abandon even if given at the vicar's wealth. For the Rev Athanasius was speedily brought round by his son to see the wrong he had been doing his daughter, and before long consented to abandon St Paul for the time, and to trust to another generation to produce an Edburga as a Vestal Virgin for the Church. xyxy=(566,1072,742,1202)
ad-line: 16s per week. xyxy=(996,411,1044,422)
ad-number: 4838 xyxy=(1092,1037,1110,1048)
story-text: 'I believe it is peculiar to our family. There is but one head to the Ornes.' xyxy=(748,562,924,582)
flying-stakes: Flying Stakes Handicap, of 20 sovs; three-quarters of a mile. xyxy=(4,72,184,92)
ad-number: 4829 xyxy=(1092,682,1110,693)
table-row: Strongbow 8 0 xyxy=(4,734,184,745)
ad-banner: TUCK'S xyxy=(994,366,1046,381)
